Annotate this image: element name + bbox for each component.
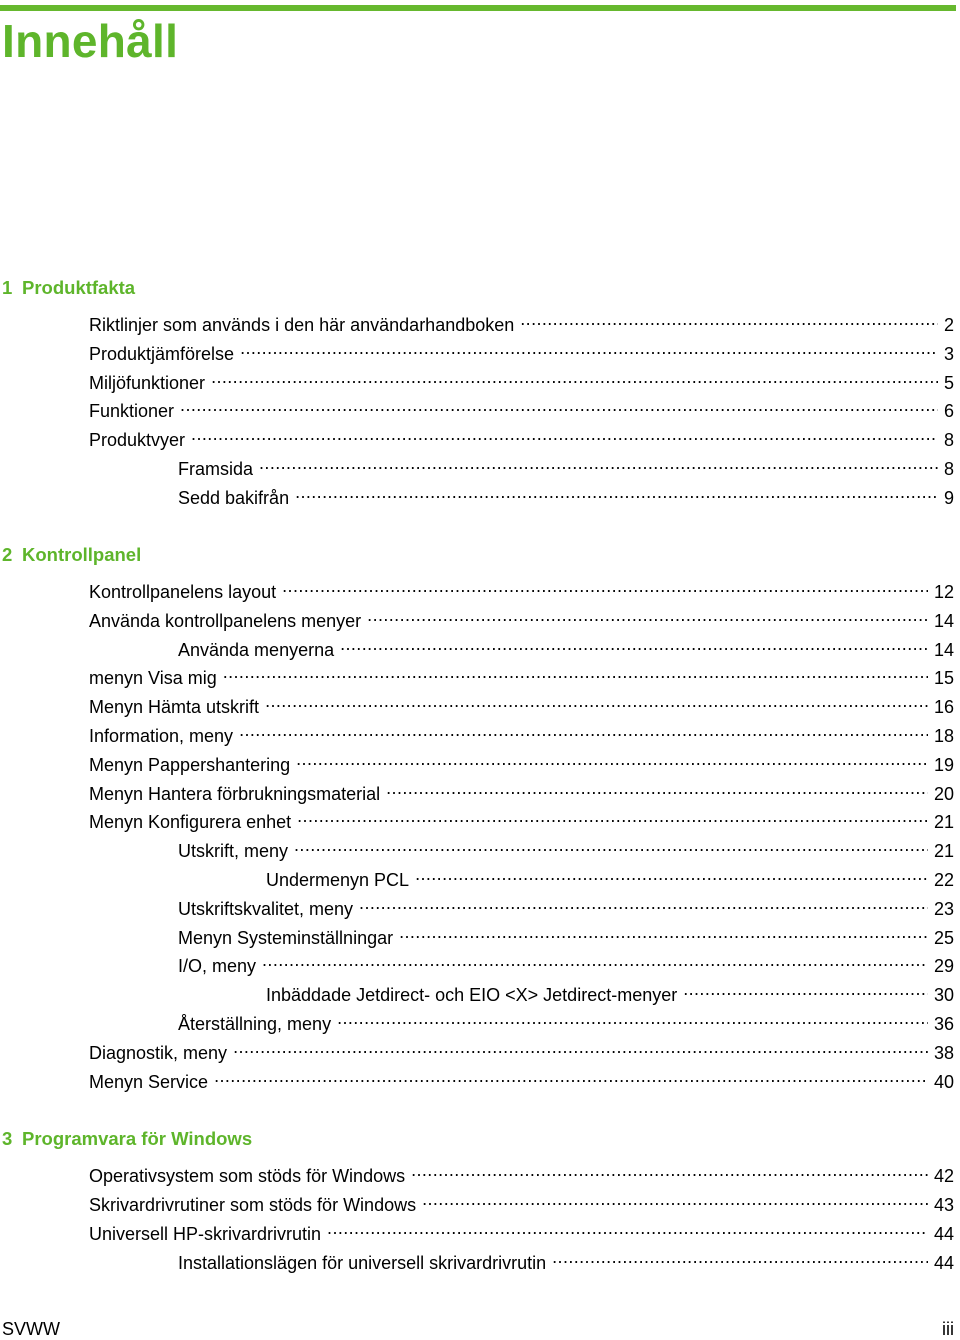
dot-leader xyxy=(552,1245,928,1269)
dot-leader xyxy=(327,1216,928,1240)
chapter-title: Produktfakta xyxy=(22,277,136,298)
dot-leader xyxy=(367,603,928,627)
toc-entry-page: 5 xyxy=(943,373,954,393)
dot-leader xyxy=(282,574,928,598)
toc-entry[interactable] xyxy=(89,393,954,421)
toc-entry-page: 40 xyxy=(933,1072,954,1092)
chapter-number: 1 xyxy=(2,277,13,298)
toc-entry-label: Utskriftskvalitet, meny xyxy=(178,899,354,919)
dot-leader xyxy=(297,804,928,828)
chapter-heading-3[interactable] xyxy=(2,1127,252,1151)
toc-entry-page: 18 xyxy=(933,726,954,746)
dot-leader xyxy=(295,480,938,504)
toc-entry[interactable] xyxy=(266,862,954,890)
dot-leader xyxy=(296,747,928,771)
toc-entry-page: 12 xyxy=(933,582,954,602)
toc-entry-label: Operativsystem som stöds för Windows xyxy=(89,1166,406,1186)
toc-entry-label: Skrivardrivrutiner som stöds för Windows xyxy=(89,1195,417,1215)
toc-entry[interactable] xyxy=(89,307,954,335)
toc-entry-page: 36 xyxy=(933,1014,954,1034)
toc-entry[interactable] xyxy=(89,336,954,364)
toc-entry-label: Menyn Systeminställningar xyxy=(178,928,394,948)
footer-page-number: iii xyxy=(942,1319,954,1339)
toc-entry[interactable] xyxy=(178,948,954,976)
toc-entry-label: Inbäddade Jetdirect- och EIO <X> Jetdirect-menyer xyxy=(266,985,678,1005)
dot-leader xyxy=(214,1064,928,1088)
toc-entry-page: 14 xyxy=(933,640,954,660)
dot-leader xyxy=(340,632,928,656)
toc-entry[interactable] xyxy=(89,1064,954,1092)
toc-entry[interactable] xyxy=(89,1158,954,1186)
dot-leader xyxy=(211,365,938,389)
toc-entry-label: Undermenyn PCL xyxy=(266,870,410,890)
toc-entry[interactable] xyxy=(89,718,954,746)
toc-entry-page: 20 xyxy=(933,784,954,804)
chapter-title: Programvara för Windows xyxy=(22,1128,253,1149)
chapter-number: 2 xyxy=(2,544,13,565)
toc-entry-page: 44 xyxy=(933,1253,954,1273)
toc-entry[interactable] xyxy=(89,689,954,717)
toc-entry[interactable] xyxy=(89,1187,954,1215)
toc-entry-page: 8 xyxy=(943,430,954,450)
toc-entry-page: 43 xyxy=(933,1195,954,1215)
dot-leader xyxy=(422,1187,928,1211)
toc-entry-page: 29 xyxy=(933,956,954,976)
chapter-number: 3 xyxy=(2,1128,13,1149)
toc-entry-page: 15 xyxy=(933,668,954,688)
dot-leader xyxy=(191,422,938,446)
dot-leader xyxy=(239,718,928,742)
toc-entry-page: 30 xyxy=(933,985,954,1005)
toc-entry-page: 22 xyxy=(933,870,954,890)
toc-entry-label: I/O, meny xyxy=(178,956,257,976)
toc-entry-label: menyn Visa mig xyxy=(89,668,217,688)
toc-entry-page: 21 xyxy=(933,812,954,832)
dot-leader xyxy=(337,1006,928,1030)
toc-entry-page: 16 xyxy=(933,697,954,717)
dot-leader xyxy=(415,862,928,886)
toc-entry[interactable] xyxy=(89,660,954,688)
toc-entry-label: Använda menyerna xyxy=(178,640,335,660)
footer-left-label: SVWW xyxy=(2,1319,60,1339)
toc-entry-label: Menyn Konfigurera enhet xyxy=(89,812,292,832)
toc-entry[interactable] xyxy=(89,574,954,602)
top-rule xyxy=(0,5,956,11)
toc-entry-label: Utskrift, meny xyxy=(178,841,289,861)
toc-entry[interactable] xyxy=(178,1245,954,1273)
toc-entry-page: 2 xyxy=(943,315,954,335)
toc-entry-page: 3 xyxy=(943,344,954,364)
toc-entry[interactable] xyxy=(89,1035,954,1063)
toc-entry[interactable] xyxy=(178,632,954,660)
toc-entry-page: 44 xyxy=(933,1224,954,1244)
toc-entry-page: 21 xyxy=(933,841,954,861)
toc-entry[interactable] xyxy=(266,977,954,1005)
dot-leader xyxy=(265,689,928,713)
dot-leader xyxy=(386,776,928,800)
toc-entry-page: 23 xyxy=(933,899,954,919)
dot-leader xyxy=(294,833,928,857)
chapter-heading-2[interactable] xyxy=(2,543,141,567)
toc-entry[interactable] xyxy=(89,422,954,450)
dot-leader xyxy=(411,1158,928,1182)
toc-entry-label: Produktjämförelse xyxy=(89,344,235,364)
toc-entry-label: Använda kontrollpanelens menyer xyxy=(89,611,362,631)
dot-leader xyxy=(262,948,928,972)
toc-entry-page: 9 xyxy=(943,488,954,508)
toc-entry-page: 6 xyxy=(943,401,954,421)
toc-entry-label: Riktlinjer som används i den här användarhandboken xyxy=(89,315,515,335)
toc-entry-page: 19 xyxy=(933,755,954,775)
toc-entry-label: Återställning, meny xyxy=(178,1014,332,1034)
toc-entry[interactable] xyxy=(89,804,954,832)
toc-entry-label: Menyn Pappershantering xyxy=(89,755,291,775)
toc-entry-label: Funktioner xyxy=(89,401,175,421)
toc-entry-label: Framsida xyxy=(178,459,254,479)
toc-entry-page: 42 xyxy=(933,1166,954,1186)
toc-entry[interactable] xyxy=(89,603,954,631)
dot-leader xyxy=(520,307,938,331)
toc-entry-label: Diagnostik, meny xyxy=(89,1043,228,1063)
toc-entry-label: Menyn Hantera förbrukningsmaterial xyxy=(89,784,381,804)
toc-entry[interactable] xyxy=(178,833,954,861)
dot-leader xyxy=(399,920,928,944)
toc-entry[interactable] xyxy=(89,1216,954,1244)
toc-entry[interactable] xyxy=(178,920,954,948)
toc-entry[interactable] xyxy=(178,451,954,479)
toc-entry-label: Menyn Hämta utskrift xyxy=(89,697,260,717)
toc-entry-label: Menyn Service xyxy=(89,1072,209,1092)
dot-leader xyxy=(259,451,938,475)
chapter-heading-1[interactable] xyxy=(2,276,135,300)
toc-entry[interactable] xyxy=(178,1006,954,1034)
toc-entry-label: Produktvyer xyxy=(89,430,186,450)
toc-entry[interactable] xyxy=(89,776,954,804)
toc-entry-label: Kontrollpanelens layout xyxy=(89,582,277,602)
toc-entry-label: Information, meny xyxy=(89,726,234,746)
toc-entry-label: Miljöfunktioner xyxy=(89,373,206,393)
dot-leader xyxy=(233,1035,928,1059)
toc-entry-page: 14 xyxy=(933,611,954,631)
toc-entry[interactable] xyxy=(178,891,954,919)
toc-entry[interactable] xyxy=(178,480,954,508)
toc-entry-label: Installationslägen för universell skrivardrivrutin xyxy=(178,1253,547,1273)
toc-entry[interactable] xyxy=(89,747,954,775)
dot-leader xyxy=(180,393,938,417)
toc-entry[interactable] xyxy=(89,365,954,393)
page-title: Innehåll xyxy=(2,15,179,67)
dot-leader xyxy=(683,977,928,1001)
toc-entry-page: 8 xyxy=(943,459,954,479)
dot-leader xyxy=(240,336,938,360)
toc-entry-label: Universell HP-skrivardrivrutin xyxy=(89,1224,322,1244)
dot-leader xyxy=(359,891,928,915)
dot-leader xyxy=(223,660,928,684)
chapter-title: Kontrollpanel xyxy=(22,544,142,565)
toc-entry-label: Sedd bakifrån xyxy=(178,488,290,508)
toc-entry-page: 25 xyxy=(933,928,954,948)
toc-entry-page: 38 xyxy=(933,1043,954,1063)
